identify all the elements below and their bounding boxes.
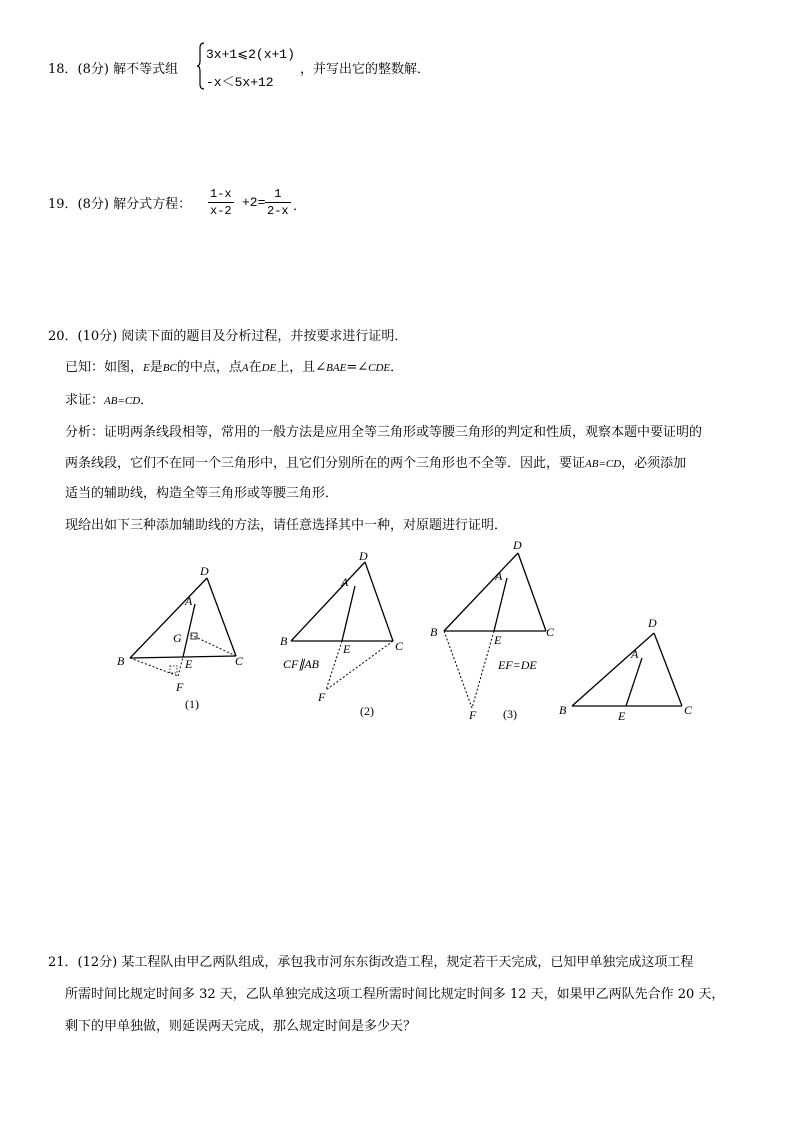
q18-inequality-1: 3x+1⩽2(x+1) [206, 47, 295, 62]
q20-analysis-line1: 分析：证明两条线段相等，常用的一般方法是应用全等三角形或等腰三角形的判定和性质，观察本题中要证明的 [65, 425, 703, 440]
fraction-denominator: x-2 [210, 204, 232, 218]
fraction-denominator: 2-x [267, 204, 289, 218]
fig2-label: F [318, 690, 326, 704]
q19-prefix: 19．(8分) 解分式方程： [48, 197, 192, 212]
fig4-label: D [648, 616, 657, 630]
known-text: =∠ [346, 360, 369, 375]
figure-4 [559, 616, 693, 723]
fig4-label: C [684, 703, 693, 717]
fig3-caption: (3) [503, 707, 517, 721]
q21-line1: 21．(12分) 某工程队由甲乙两队组成，承包我市河东东街改造工程，规定若干天完成，已知甲单独完成这项工程 [48, 955, 694, 970]
fig3-label: C [546, 625, 555, 639]
known-var: BAE [326, 362, 347, 374]
fig2-label: A [341, 575, 349, 589]
fig1-label: B [117, 654, 125, 668]
fig1-label: A [185, 594, 193, 608]
q21-line2: 所需时间比规定时间多 32 天，乙队单独完成这项工程所需时间比规定时间多 12 天，如果甲乙两队先合作 20 天， [65, 987, 725, 1002]
known-text: ． [390, 360, 404, 375]
fig1-label: C [235, 654, 244, 668]
known-text: 是 [149, 360, 163, 375]
fig2-label: B [280, 634, 288, 648]
prove-var: AB=CD [104, 395, 141, 407]
fraction-numerator: 1 [265, 186, 291, 203]
figure-3 [430, 538, 555, 722]
known-var: BC [162, 362, 177, 374]
known-text: 的中点，点 [176, 360, 242, 375]
fig1-label: F [176, 680, 184, 694]
analysis-text: ，必须添加 [621, 456, 687, 471]
fig2-label: E [343, 642, 351, 656]
known-text: 已知：如图， [65, 360, 144, 375]
q20-analysis-line3: 适当的辅助线，构造全等三角形或等腰三角形． [65, 486, 339, 501]
fig2-caption: (2) [360, 704, 374, 718]
fig4-label: B [559, 703, 567, 717]
known-var: CDE [368, 362, 391, 374]
analysis-var: AB=CD [585, 458, 622, 470]
fig3-label: A [495, 569, 503, 583]
known-text: 上，且∠ [276, 360, 327, 375]
fraction-numerator: 1-x [210, 187, 232, 201]
fig4-label: A [631, 647, 639, 661]
q18-prefix: 18．(8分) 解不等式组 [48, 62, 179, 77]
prove-text: ． [140, 393, 154, 408]
fig3-label: F [469, 708, 477, 722]
q19-suffix: ． [293, 199, 307, 214]
q18-suffix: ，并写出它的整数解． [300, 62, 431, 77]
fig2-label: C [395, 639, 404, 653]
fig3-label: E [494, 633, 502, 647]
q19-mid: +2= [242, 195, 266, 210]
fig4-label: E [618, 709, 626, 723]
fig1-label: D [200, 564, 209, 578]
fig3-label: B [430, 625, 438, 639]
q20-title: 20．(10分) 阅读下面的题目及分析过程，并按要求进行证明． [48, 329, 408, 344]
fig1-caption: (1) [185, 697, 199, 711]
q21-line3: 剩下的甲单独做，则延误两天完成，那么规定时间是多少天？ [65, 1019, 417, 1034]
prove-text: 求证： [65, 393, 105, 408]
fig1-label: G [173, 631, 182, 645]
known-text: 在 [248, 360, 262, 375]
fig2-note: CF∥AB [283, 657, 319, 671]
figure-2 [280, 549, 404, 718]
known-var: E [143, 362, 150, 374]
fig3-note: EF=DE [498, 658, 537, 672]
analysis-text: 两条线段，它们不在同一个三角形中，且它们分别所在的两个三角形也不全等．因此，要证 [65, 456, 586, 471]
fig2-label: D [359, 549, 368, 563]
fig1-label: E [185, 657, 193, 671]
figure-1 [117, 564, 244, 711]
known-var: A [241, 362, 249, 374]
fig3-label: D [513, 538, 522, 552]
q20-instruction: 现给出如下三种添加辅助线的方法，请任意选择其中一种，对原题进行证明． [65, 518, 508, 533]
q18-inequality-2: -x＜5x+12 [206, 75, 274, 90]
known-var: DE [261, 362, 277, 374]
